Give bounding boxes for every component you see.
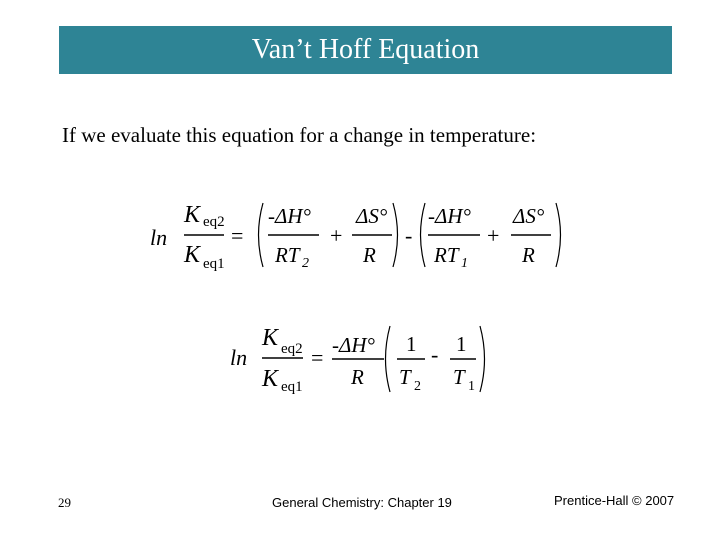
eq2-minus: - <box>431 342 439 367</box>
eq1-term3-den: RT <box>434 243 459 267</box>
slide-number: 29 <box>58 495 71 510</box>
eq2-keq1-sub: eq1 <box>281 379 303 395</box>
eq1-keq1-sub: eq1 <box>203 256 225 272</box>
eq1-term1-den-sub: 2 <box>302 256 309 271</box>
eq1-term3-den-sub: 1 <box>461 256 468 271</box>
footer-chapter: General Chemistry: Chapter 19 <box>272 495 452 510</box>
eq2-equals: = <box>311 345 324 370</box>
eq2-t1-sub: 1 <box>468 379 475 394</box>
eq1-keq2-sub: eq2 <box>203 214 225 230</box>
eq1-term3-num: -ΔH° <box>428 204 471 228</box>
eq2-one-b: 1 <box>456 332 467 356</box>
eq2-t2-sub: 2 <box>414 379 421 394</box>
eq2-coef-den: R <box>351 365 364 389</box>
eq2-ln: ln <box>230 345 248 370</box>
intro-text: If we evaluate this equation for a change in temperature: <box>62 123 537 147</box>
eq2-coef-num: -ΔH° <box>332 333 375 357</box>
equation-1 <box>150 202 561 272</box>
eq1-right-paren-a <box>393 203 398 267</box>
eq1-term4-num: ΔS° <box>513 204 545 228</box>
eq1-term1-num: -ΔH° <box>268 204 311 228</box>
eq1-term2-num: ΔS° <box>356 204 388 228</box>
eq2-keq2-sub: eq2 <box>281 341 303 357</box>
eq1-left-paren-b <box>421 203 426 267</box>
eq1-keq2: K <box>184 202 201 228</box>
eq1-term1-den: RT <box>275 243 300 267</box>
footer-copyright: Prentice-Hall © 2007 <box>554 493 675 508</box>
eq2-right-paren <box>480 326 485 392</box>
eq2-t1: T <box>453 365 465 389</box>
eq2-keq2: K <box>262 325 279 351</box>
eq1-left-paren-a <box>259 203 264 267</box>
eq2-left-paren <box>386 326 391 392</box>
eq1-right-paren-b <box>556 203 561 267</box>
eq1-equals: = <box>231 223 244 248</box>
eq2-one-a: 1 <box>406 332 417 356</box>
slide-title: Van’t Hoff Equation <box>251 34 480 65</box>
eq1-ln: ln <box>150 225 168 250</box>
eq1-plus-1: + <box>330 223 343 248</box>
equation-2 <box>230 325 485 395</box>
eq1-plus-2: + <box>487 223 500 248</box>
eq1-minus: - <box>405 223 413 248</box>
eq1-term4-den: R <box>522 243 535 267</box>
eq1-term2-den: R <box>363 243 376 267</box>
eq2-keq1: K <box>262 366 279 392</box>
eq2-t2: T <box>399 365 411 389</box>
eq1-keq1: K <box>184 242 201 268</box>
